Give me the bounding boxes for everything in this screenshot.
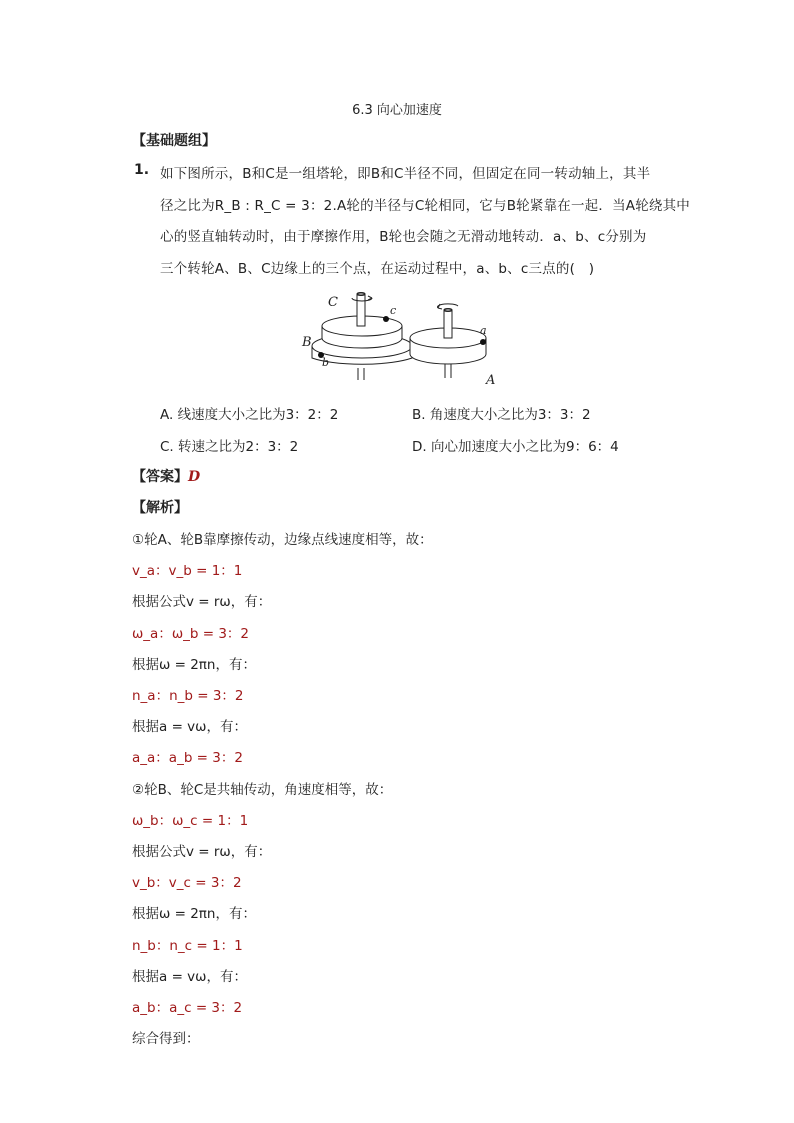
solution-line: a_a：a_b = 3：2 xyxy=(132,750,243,767)
option-c: C. 转速之比为2：3：2 xyxy=(160,439,299,455)
label-c: c xyxy=(390,304,397,317)
solution-line: v_b：v_c = 3：2 xyxy=(132,875,242,892)
solution-line: ω_a：ω_b = 3：2 xyxy=(132,625,250,642)
solution-line: n_a：n_b = 3：2 xyxy=(132,688,244,704)
option-a: A. 线速度大小之比为3：2：2 xyxy=(160,407,339,423)
question-line-2: 径之比为R_B : R_C = 3：2.A轮的半径与C轮相同，它与B轮紧靠在一起．当A轮绕其中 xyxy=(160,198,690,214)
label-C: C xyxy=(328,295,338,310)
solution-line: 根据公式v = rω，有： xyxy=(132,844,272,860)
point-c-marker xyxy=(383,316,389,322)
solution-line: ②轮B、轮C是共轴传动，角速度相等，故： xyxy=(132,781,393,798)
solution-line: 根据公式v = rω，有： xyxy=(132,594,272,611)
answer-label: 【答案】 xyxy=(132,469,188,485)
solution-line: v_a：v_b = 1：1 xyxy=(132,563,243,580)
solution-line: ω_b：ω_c = 1：1 xyxy=(132,812,249,829)
answer-value: D xyxy=(188,469,201,485)
label-A: A xyxy=(486,373,496,388)
question-line-1: 如下图所示，B和C是一组塔轮，即B和C半径不同，但固定在同一转动轴上，其半 xyxy=(160,166,651,182)
label-B: B xyxy=(302,335,312,350)
answer-row xyxy=(132,466,200,486)
solution-line: n_b：n_c = 1：1 xyxy=(132,937,243,954)
label-a: a xyxy=(480,324,487,337)
point-a-marker xyxy=(480,339,486,345)
solution-line: 根据a = vω，有： xyxy=(132,968,247,985)
question-line-4: 三个转轮A、B、C边缘上的三个点，在运动过程中，a、b、c三点的( ) xyxy=(160,261,595,277)
pulley-figure xyxy=(300,288,510,388)
label-b: b xyxy=(322,356,330,369)
option-d: D. 向心加速度大小之比为9：6：4 xyxy=(412,439,619,455)
page-title: 6.3 向心加速度 xyxy=(352,103,442,118)
solution-line: 综合得到： xyxy=(132,1031,200,1048)
solution-line: 根据ω = 2πn，有： xyxy=(132,906,256,923)
solution-line: a_b：a_c = 3：2 xyxy=(132,1000,243,1016)
solution-line: ①轮A、轮B靠摩擦传动，边缘点线速度相等，故： xyxy=(132,532,433,548)
section-heading: 【基础题组】 xyxy=(132,133,216,149)
question-line-3: 心的竖直轴转动时，由于摩擦作用，B轮也会随之无滑动地转动．a、b、c分别为 xyxy=(160,229,647,245)
question-number: 1. xyxy=(134,162,150,178)
analysis-label: 【解析】 xyxy=(132,500,188,516)
solution-line: 根据ω = 2πn，有： xyxy=(132,656,256,673)
solution-line: 根据a = vω，有： xyxy=(132,719,247,736)
option-b: B. 角速度大小之比为3：3：2 xyxy=(412,407,591,423)
